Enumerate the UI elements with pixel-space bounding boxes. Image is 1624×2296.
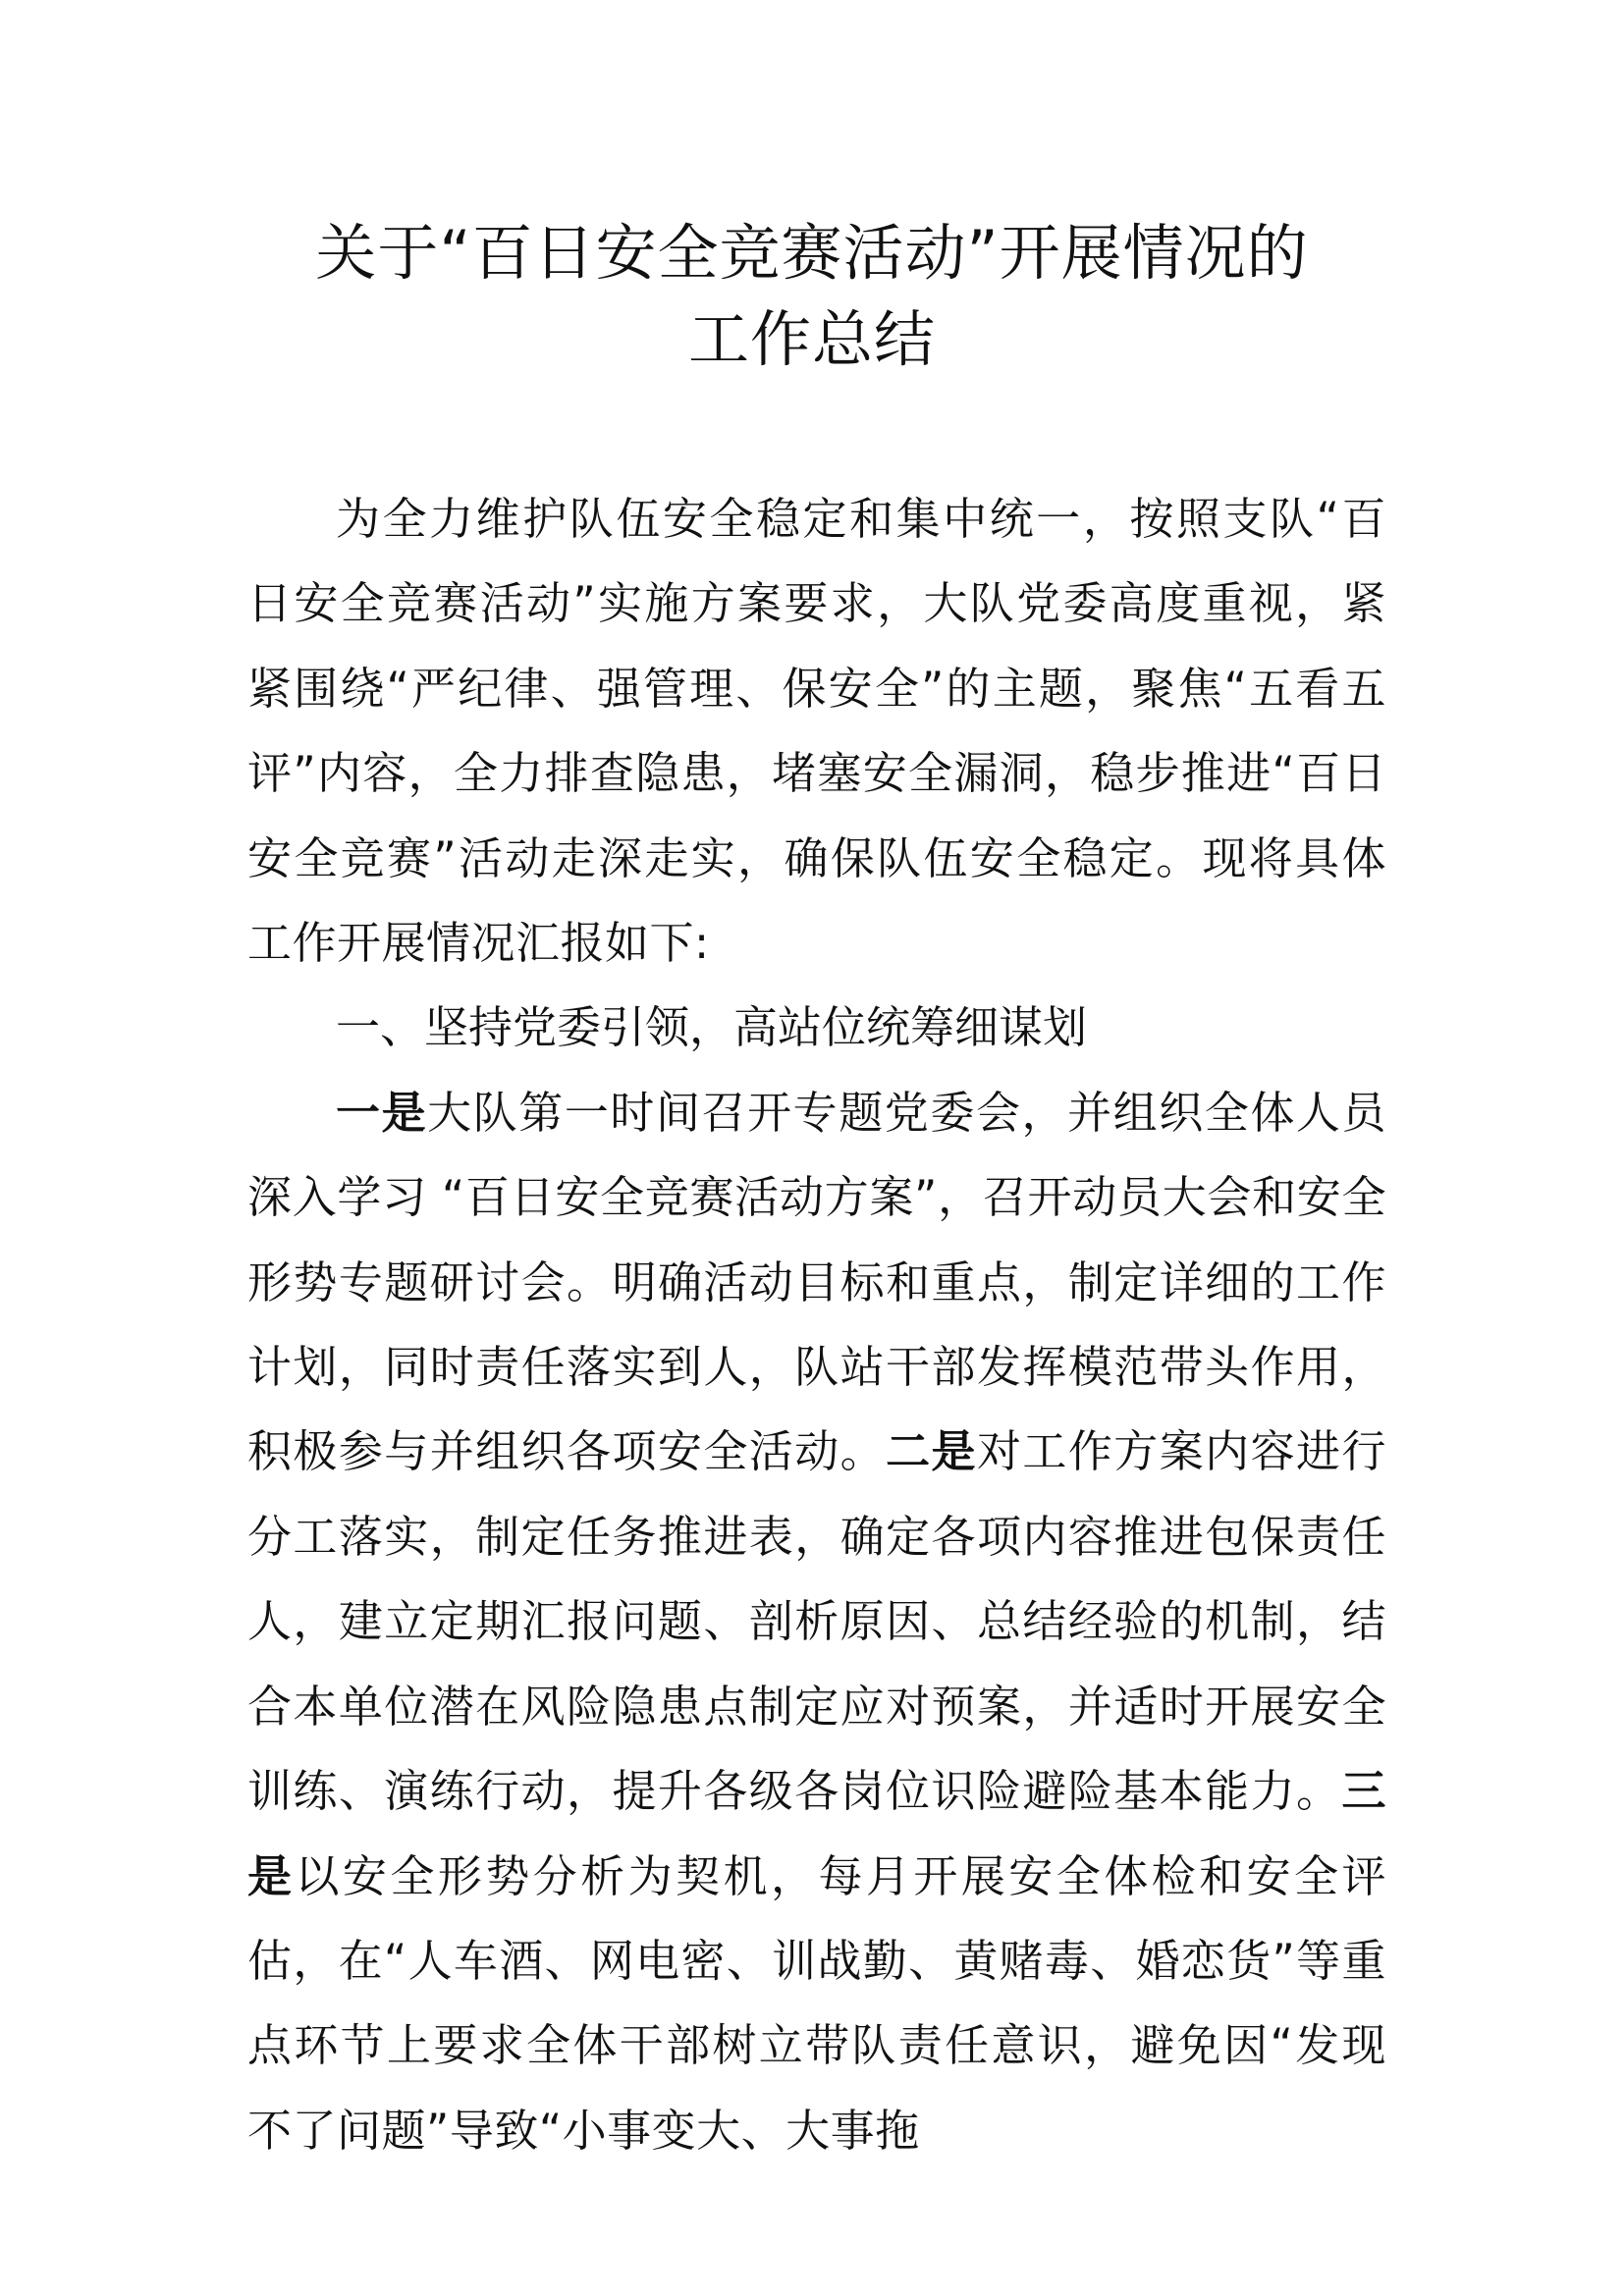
title-line-2: 工作总结	[687, 303, 936, 375]
document-title	[0, 210, 1624, 383]
lead-point-1: 一是	[336, 1086, 428, 1139]
lead-point-3: 三是	[247, 1765, 1386, 1902]
document-body	[247, 477, 1386, 2173]
point-2-text: 对工作方案内容进行分工落实，制定任务推进表，确定各项内容推进包保责任人，建立定期汇报问题、剖析原因、总结经验的机制，结合本单位潜在风险隐患点制定应对预案，并适时开展安全训练、演练行动，提升各级各岗位识险避险基本能力。	[247, 1425, 1386, 1818]
section-1-paragraph	[247, 1071, 1386, 2173]
intro-paragraph: 为全力维护队伍安全稳定和集中统一，按照支队“百日安全竞赛活动”实施方案要求，大队党委高度重视，紧紧围绕“严纪律、强管理、保安全”的主题，聚焦“五看五评”内容，全力排查隐患，堵塞安全漏洞，稳步推进“百日安全竞赛”活动走深走实，确保队伍安全稳定。现将具体工作开展情况汇报如下:	[247, 493, 1386, 970]
point-1-text: 大队第一时间召开专题党委会，并组织全体人员深入学习 “百日安全竞赛活动方案”，召开动员大会和安全形势专题研讨会。明确活动目标和重点，制定详细的工作计划，同时责任落实到人，队站干部发挥模范带头作用，积极参与并组织各项安全活动。	[247, 1086, 1386, 1478]
title-line-1: 关于“百日安全竞赛活动”开展情况的	[315, 217, 1309, 289]
point-3-text: 以安全形势分析为契机，每月开展安全体检和安全评估，在“人车酒、网电密、训战勤、黄赌毒、婚恋货”等重点环节上要求全体干部树立带队责任意识，避免因“发现不了问题”导致“小事变大、大事拖	[247, 1849, 1386, 2157]
section-1-heading: 一、坚持党委引领，高站位统筹细谋划	[336, 1001, 1088, 1054]
lead-point-2: 二是	[886, 1425, 977, 1478]
